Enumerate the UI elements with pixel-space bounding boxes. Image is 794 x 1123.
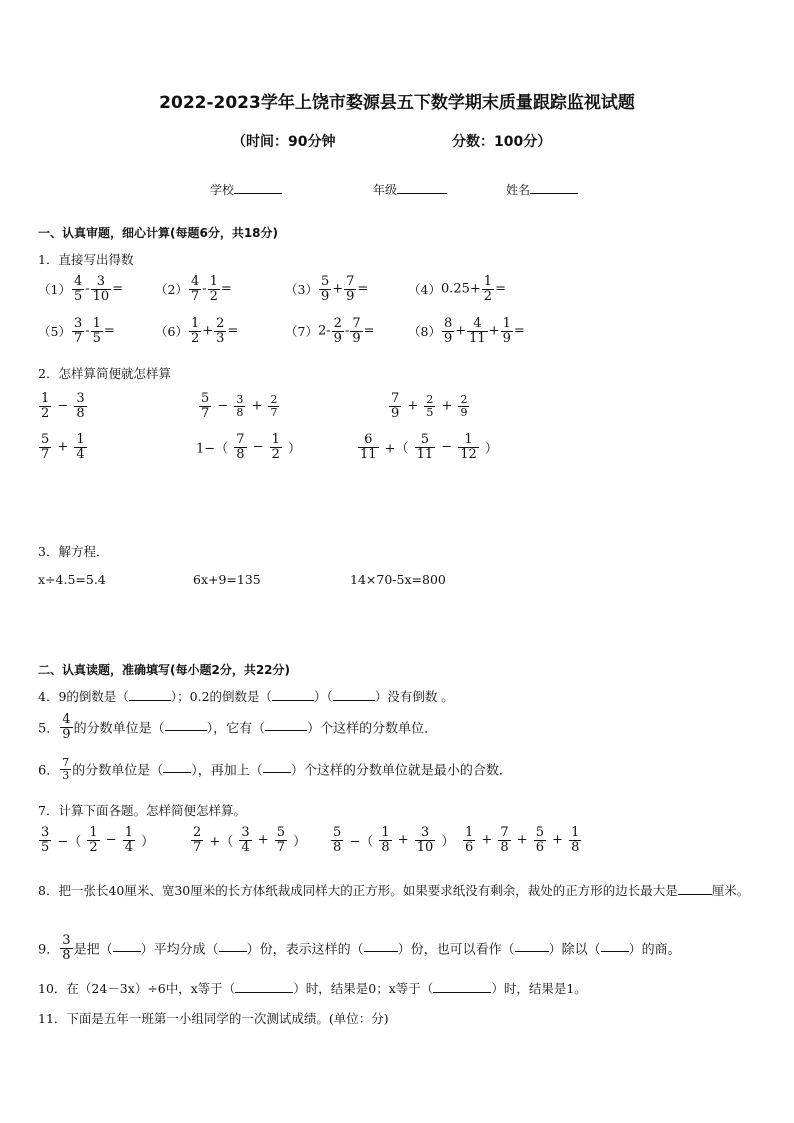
q3-label: 3．解方程． [38,544,109,559]
q3-equation-1: x÷4.5=5.4 [38,572,106,587]
name-field [506,181,578,198]
school-blank[interactable] [234,193,282,194]
q5: 5． $\frac{4}{9}$ 的分数单位是（ ），它有（ ）个这样的分数单位． [38,712,438,742]
q1-item-2: （2） $\frac{4}{7}$ - $\frac{1}{2}$ = [155,274,232,304]
school-label: 学校 [210,183,235,197]
q5-blank-1[interactable] [165,730,207,731]
q9-blank-4[interactable] [515,951,549,952]
fraction: $\frac{3}{10}$ [92,274,110,304]
fraction: $\frac{1}{2}$ [190,316,200,346]
q9-blank-2[interactable] [219,951,247,952]
q2-expr-4: $\frac{5}{7}$ + $\frac{1}{4}$ [41,432,85,462]
fraction: $\frac{2}{3}$ [216,316,225,346]
q1-label: 1．直接写出得数 [38,252,134,267]
q10: 10．在（24－3x）÷6中，x等于（ ）时，结果是0；x等于（ ）时，结果是1。 [38,981,587,996]
q4-blank-2[interactable] [272,700,314,701]
q9-blank-5[interactable] [601,951,629,952]
exam-time: （时间：90分钟 [232,134,336,150]
q2-label: 2．怎样算简便就怎样算 [38,366,171,381]
q7-expr-1: $\frac{3}{5}$ −（ $\frac{1}{2}$ − $\frac{1}{4}$ ） [41,825,155,855]
q6-blank-2[interactable] [263,772,291,773]
q1-item-3: （3） $\frac{5}{9}$ + $\frac{7}{9}$ = [285,274,369,304]
grade-blank[interactable] [397,193,447,194]
q2-expr-2: $\frac{5}{7}$ − $\frac{3}{8}$ + $\frac{2}{7}$ [201,391,278,421]
q10-blank-2[interactable] [433,992,491,993]
school-field [210,181,282,198]
q4-blank-1[interactable] [129,700,171,701]
q7-label: 7．计算下面各题。怎样简便怎样算。 [38,803,246,818]
fraction: $\frac{4}{5}$ [73,274,83,304]
q1-item-1: （1） $\frac{4}{5}$ - $\frac{3}{10}$ = [38,274,124,304]
q4-blank-3[interactable] [333,700,375,701]
q9-blank-3[interactable] [364,951,398,952]
q3-equation-3: 14×70-5x=800 [350,572,446,587]
q3-equation-2: 6x+9=135 [193,572,261,587]
fraction: $\frac{2}{9}$ [333,316,342,346]
q6-blank-1[interactable] [163,772,191,773]
q9: 9． $\frac{3}{8}$ 是把（ ）平均分成（ ）份，表示这样的（ ）份，也可以看作（ ）除以（ ）的商。 [38,933,681,963]
name-label: 姓名 [506,183,531,197]
q1-item-7: （7）2- $\frac{2}{9}$ - $\frac{7}{9}$ = [285,316,375,346]
q1-item-4: （4）0.25+ $\frac{1}{2}$ = [408,274,506,304]
q7-expr-2: $\frac{2}{7}$ +（ $\frac{3}{4}$ + $\frac{5}{7}$ ） [193,825,307,855]
fraction: $\frac{1}{2}$ [209,274,218,304]
fraction: $\frac{4}{11}$ [469,316,486,346]
q11: 11．下面是五年一班第一小组同学的一次测试成绩。(单位：分) [38,1011,389,1026]
fraction: $\frac{1}{9}$ [502,316,511,346]
q2-expr-6: $\frac{6}{11}$ +（ $\frac{5}{11}$ − $\frac{1}{12}$ ） [360,432,498,462]
fraction: $\frac{1}{2}$ [483,274,493,304]
fraction: $\frac{8}{9}$ [443,316,453,346]
q1-item-5: （5） $\frac{3}{7}$ - $\frac{1}{5}$ = [38,316,115,346]
section2-heading: 二、认真读题，准确填写(每小题2分，共22分) [38,663,291,677]
q8-blank[interactable] [678,894,712,895]
exam-score: 分数：100分） [452,134,552,150]
grade-label: 年级 [373,183,398,197]
q10-blank-1[interactable] [235,992,293,993]
page-title: 2022-2023学年上饶市婺源县五下数学期末质量跟踪监视试题 [159,93,635,113]
fraction: $\frac{7}{9}$ [346,274,355,304]
q6: 6． $\frac{7}{3}$ 的分数单位是（ ），再加上（ ）个这样的分数单位就是最小的合数． [38,756,512,782]
section1-heading: 一、认真审题，细心计算(每题6分，共18分) [38,226,279,240]
q7-expr-4: $\frac{1}{6}$ + $\frac{7}{8}$ + $\frac{5}{6}$ + $\frac{1}{8}$ [465,825,580,855]
fraction: $\frac{4}{7}$ [190,274,200,304]
q9-blank-1[interactable] [113,951,141,952]
q8: 8．把一张长40厘米、宽30厘米的长方体纸裁成同样大的正方形。如果要求纸没有剩余，裁处的正方形的边长最大是 厘米。 [38,883,750,898]
q1-item-6: （6） $\frac{1}{2}$ + $\frac{2}{3}$ = [155,316,239,346]
q4: 4．9的倒数是（ ）；0.2的倒数是（ ）（ ）没有倒数 。 [38,689,454,704]
q7-expr-3: $\frac{5}{8}$ −（ $\frac{1}{8}$ + $\frac{3}{10}$ ） [333,825,455,855]
fraction: $\frac{1}{5}$ [92,316,101,346]
q5-blank-2[interactable] [265,730,307,731]
fraction: $\frac{3}{7}$ [73,316,83,346]
q2-expr-5: 1−（ $\frac{7}{8}$ − $\frac{1}{2}$ ） [196,432,302,462]
q2-expr-3: $\frac{7}{9}$ + $\frac{2}{5}$ + $\frac{2}{9}$ [391,391,468,421]
name-blank[interactable] [530,193,578,194]
fraction: $\frac{7}{9}$ [352,316,361,346]
q1-item-8: （8） $\frac{8}{9}$ + $\frac{4}{11}$ + $\frac{1}{9}$ = [408,316,525,346]
q2-expr-1: $\frac{1}{2}$ − $\frac{3}{8}$ [41,391,85,421]
fraction: $\frac{5}{9}$ [320,274,330,304]
grade-field [373,181,447,198]
